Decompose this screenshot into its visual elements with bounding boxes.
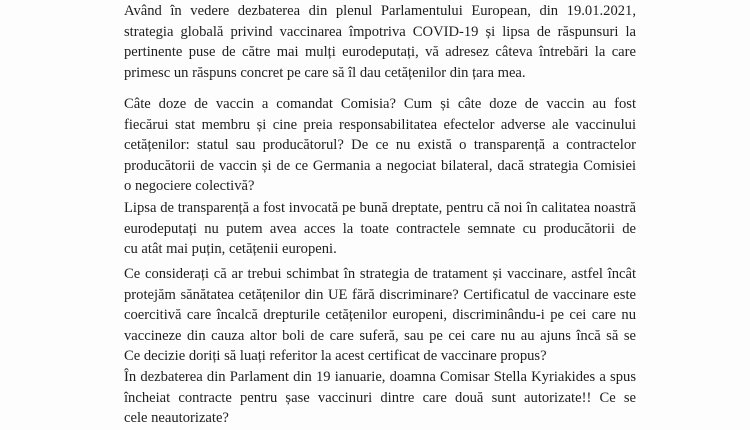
text-line: pertinente puse de către mai mulți eurodeputați, vă adresez câteva întrebări la care (124, 44, 636, 61)
text-line: Lipsa de transparență a fost invocată pe bună dreptate, pentru că noi în calitatea noastră (124, 200, 636, 216)
paragraph-vaccination-certificate (124, 264, 636, 367)
text-line: primesc un răspuns concret pe care să îl dau cetățenilor din țara mea. (124, 64, 526, 81)
paragraph-transparency (124, 198, 636, 260)
paragraph-commissioner-debate (124, 367, 636, 429)
text-line: vaccineze din cauza altor boli de care suferă, sau pe cei care nu au ajuns încă să se (124, 327, 636, 344)
text-line: cu atât mai puțin, cetățenii europeni. (124, 241, 337, 258)
paragraph-vaccine-doses (124, 94, 636, 197)
text-line: coercitivă care încalcă drepturile cetățenilor europeni, discriminându-i pe cei care nu (124, 307, 636, 324)
text-line: încheiat contracte pentru șase vaccinuri dintre care două sunt autorizate!! Ce se (124, 389, 636, 406)
text-line: Ce considerați că ar trebui schimbat în strategia de tratament și vaccinare, astfel încât (124, 266, 636, 282)
text-line: cele neautorizate? (124, 410, 229, 427)
text-line: o negociere colectivă? (124, 178, 255, 195)
text-line: producătorii de vaccin și de ce Germania a negociat bilateral, dacă strategia Comisiei (124, 157, 636, 174)
paragraph-strategy-context (124, 1, 636, 83)
text-line: Câte doze de vaccin a comandat Comisia? Cum și câte doze de vaccin au fost (124, 96, 636, 112)
text-line: eurodeputați nu putem avea acces la toate contractele semnate cu producătorii de (124, 220, 636, 237)
text-line: Având în vedere dezbaterea din plenul Parlamentului European, din 19.01.2021, (124, 3, 636, 19)
text-line: protejăm sănătatea cetățenilor din UE fără discriminare? Certificatul de vaccinare este (124, 286, 636, 303)
text-line: fiecărui stat membru și cine preia responsabilitatea efectelor adverse ale vaccinului (124, 116, 636, 133)
text-line: strategia globală privind vaccinarea împotriva COVID-19 și lipsa de răspunsuri la (124, 23, 636, 40)
text-line: cetățenilor: statul sau producătorul? De ce nu există o transparență a contractelor (124, 137, 636, 154)
text-line: În dezbaterea din Parlament din 19 ianuarie, doamna Comisar Stella Kyriakides a spus (124, 369, 636, 385)
text-line: Ce decizie doriți să luați referitor la acest certificat de vaccinare propus? (124, 348, 547, 365)
